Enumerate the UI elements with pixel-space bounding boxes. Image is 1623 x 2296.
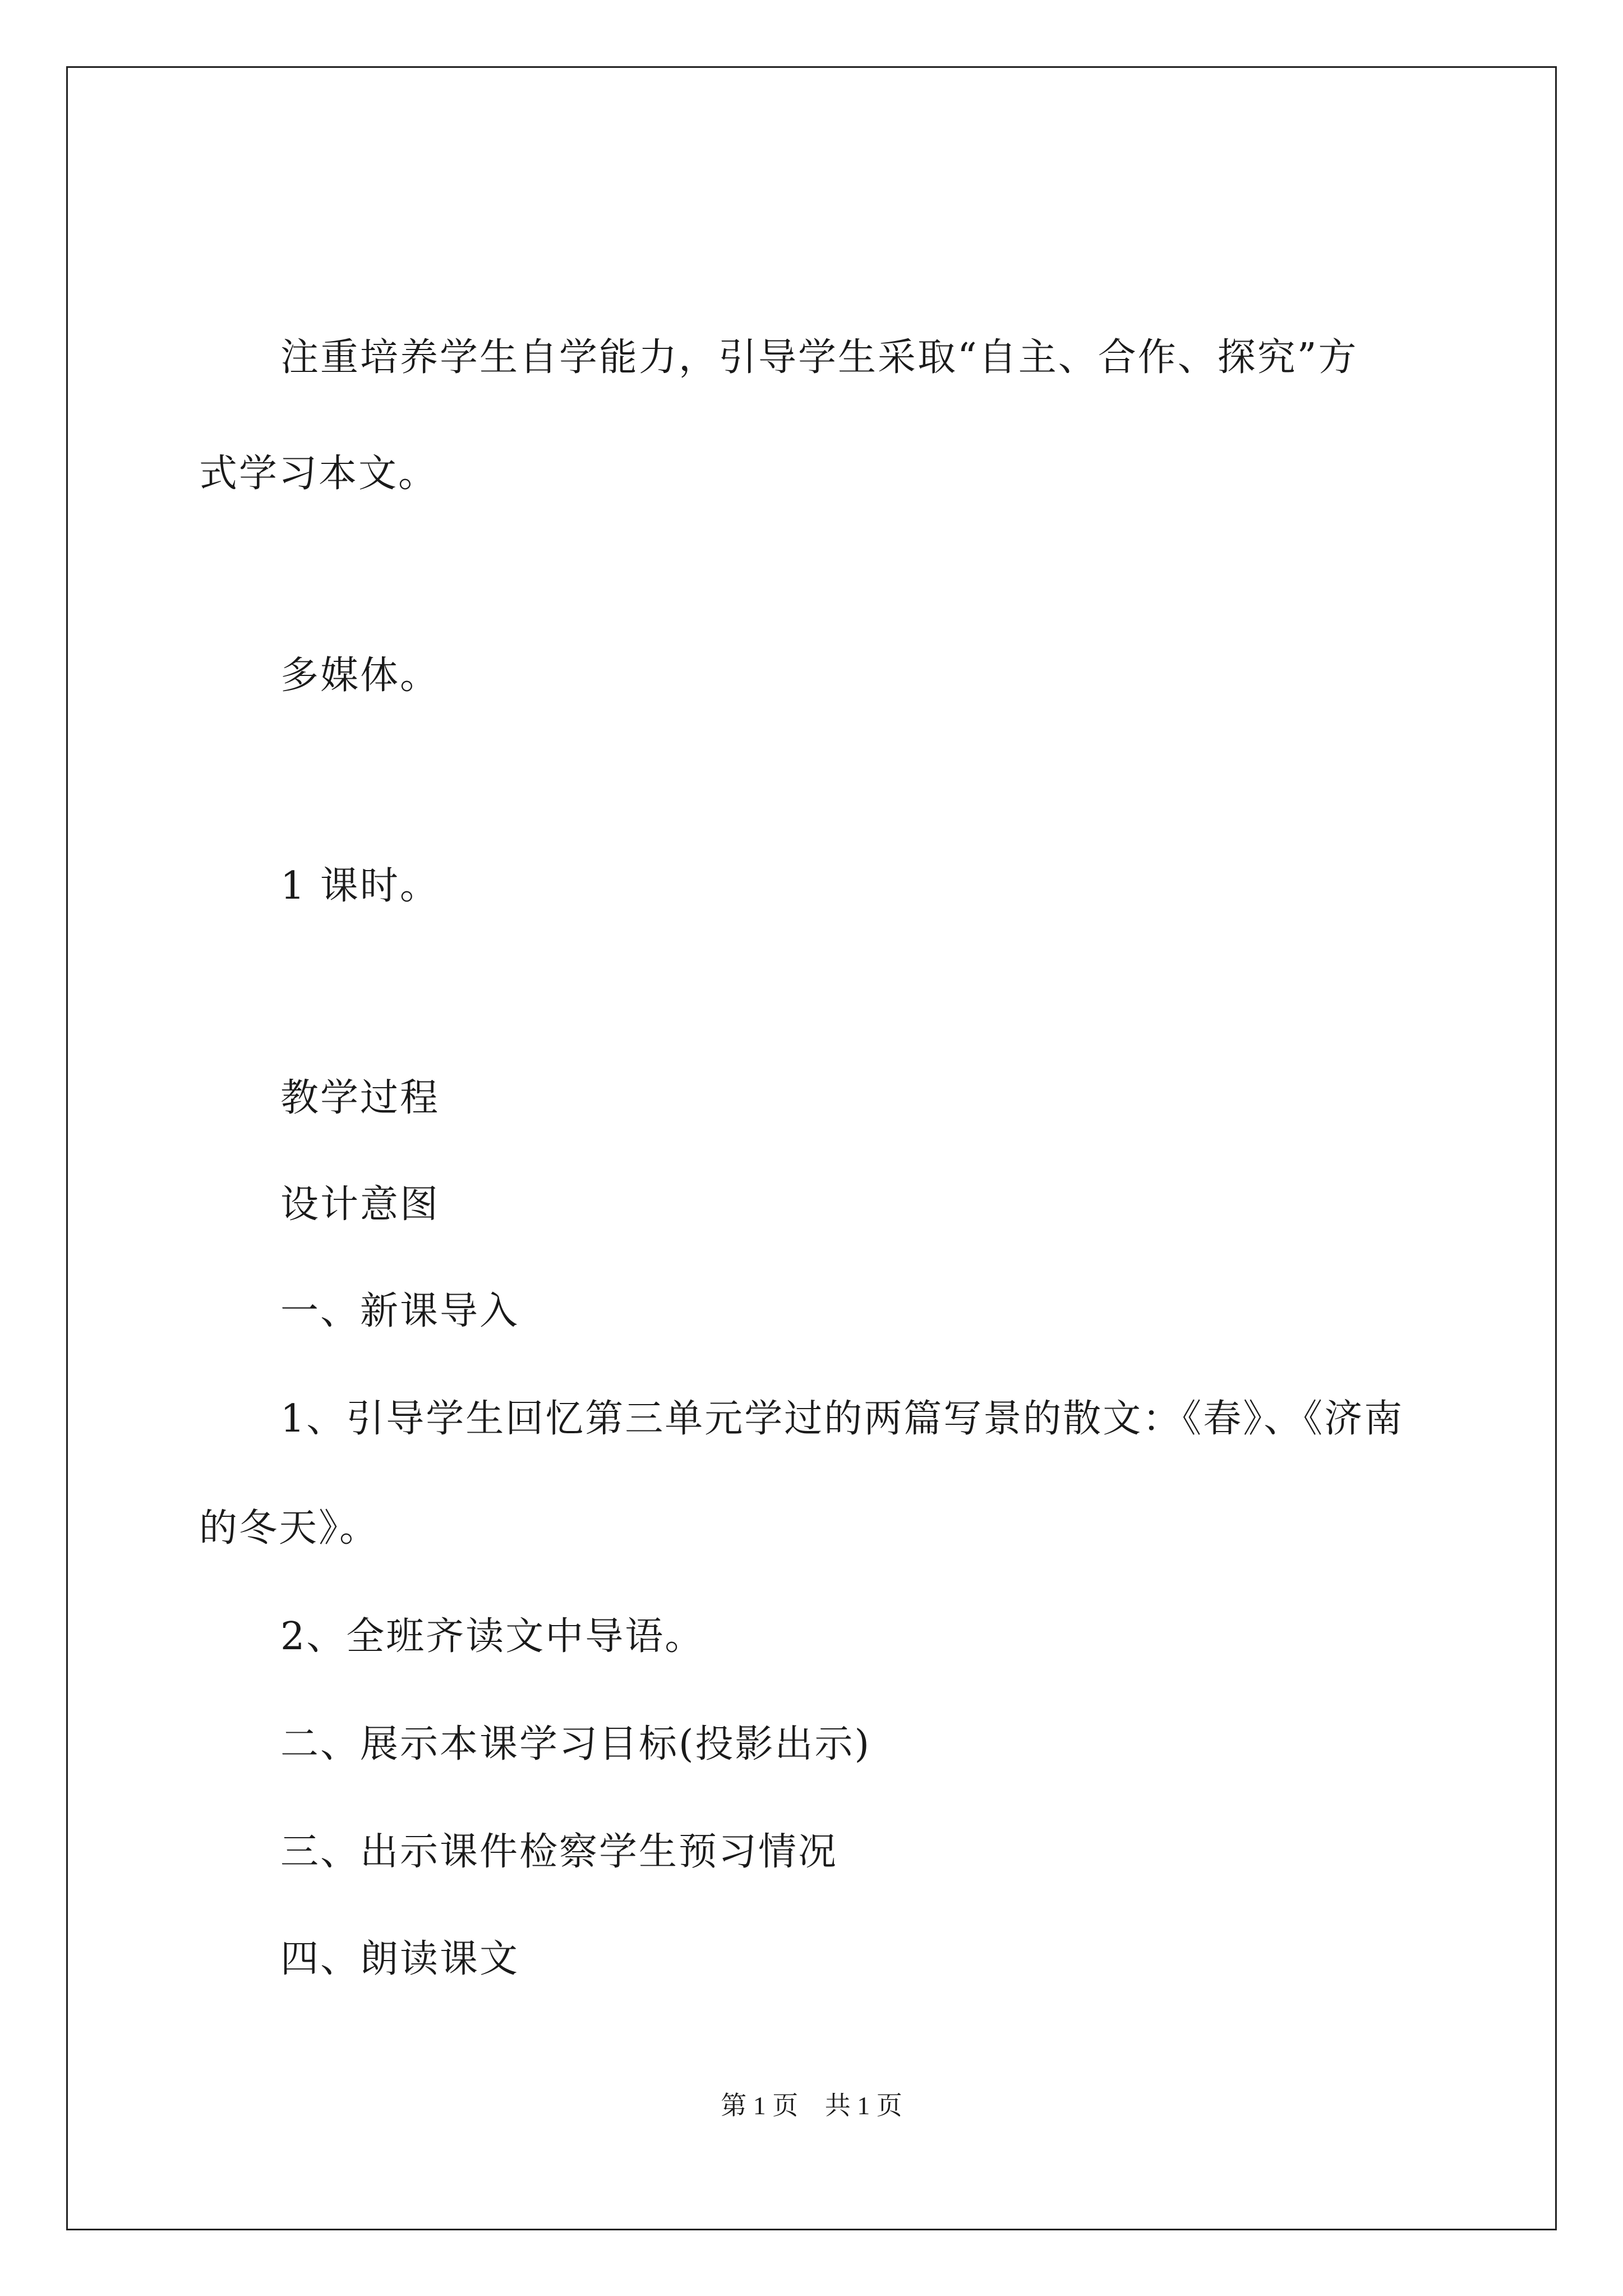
page-footer [0,2090,1623,2122]
page-total: 共 1 页 [824,2091,902,2120]
page-border [66,66,1557,2230]
paragraph-line: 注重培养学生自学能力，引导学生采取“自主、合作、探究”方 [280,335,1358,380]
paragraph-line: 2、全班齐读文中导语。 [280,1614,705,1659]
page-number: 第 1 页 [721,2091,799,2120]
section-heading: 设计意图 [280,1182,440,1227]
paragraph-line: 1 课时。 [280,864,440,908]
section-heading: 三、出示课件检察学生预习情况 [280,1830,838,1874]
paragraph-line: 的冬天》。 [199,1506,380,1550]
paragraph-line: 1、引导学生回忆第三单元学过的两篇写景的散文：《春》、《济南 [280,1397,1404,1441]
section-heading: 四、朗读课文 [280,1937,520,1981]
paragraph-line: 多媒体。 [280,654,440,698]
section-heading: 二、展示本课学习目标(投影出示) [280,1722,872,1766]
section-heading: 教学过程 [280,1076,440,1120]
section-heading: 一、新课导入 [280,1289,520,1333]
paragraph-line: 式学习本文。 [199,452,439,496]
